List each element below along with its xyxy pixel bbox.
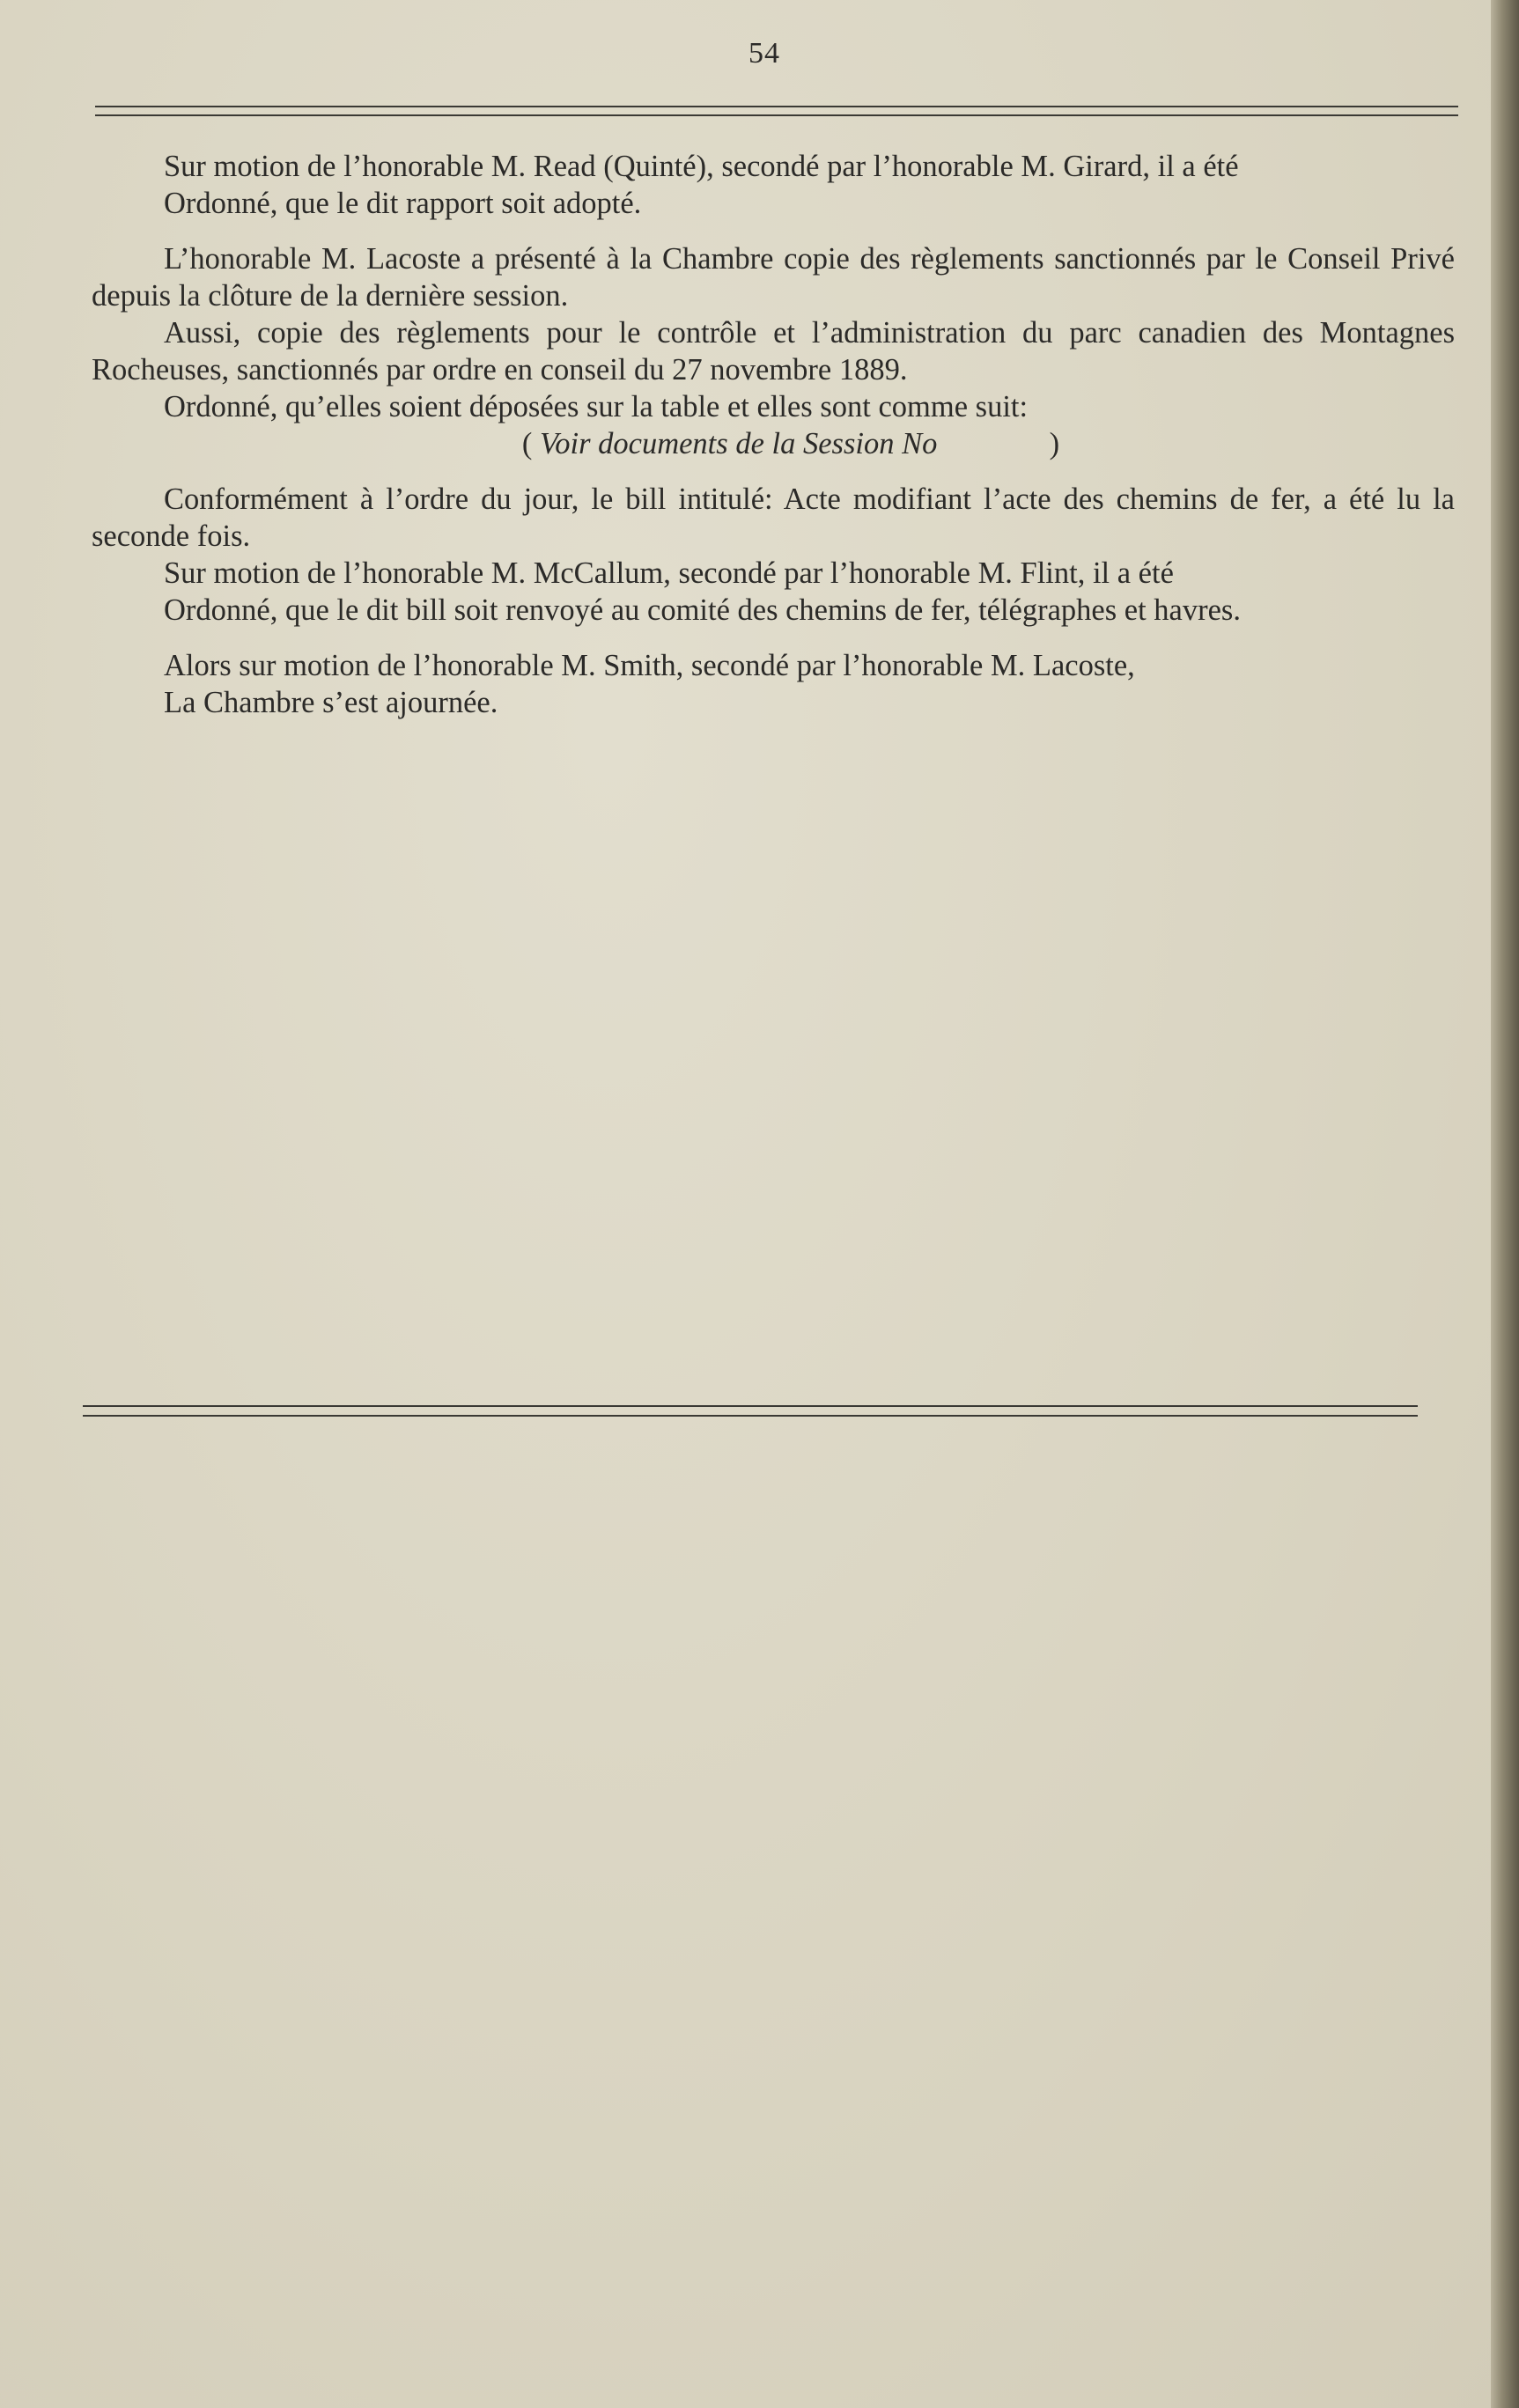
paragraph-order-deposit: Ordonné, qu’elles soient déposées sur la table et elles sont comme suit:: [164, 390, 1029, 423]
paragraph-gap: [92, 629, 1455, 647]
close-parenthesis: ): [1049, 427, 1060, 460]
paragraph-regulations-copy: Aussi, copie des règlements pour le contrôle et l’administration du parc canadien des Montagnes Rocheuses, sanctionnés par ordre en conseil du 27 novembre 1889.: [92, 316, 1455, 387]
page-number: 54: [748, 37, 780, 70]
header-rule-bottom: [95, 114, 1458, 116]
session-documents-text: Voir documents de la Session No: [540, 427, 938, 460]
paragraph-gap: [92, 462, 1455, 481]
session-documents-reference: [92, 425, 1455, 462]
paragraph-motion-smith: Alors sur motion de l’honorable M. Smith, secondé par l’honorable M. Lacoste,: [164, 649, 1135, 682]
paragraph-motion-mccallum: Sur motion de l’honorable M. McCallum, secondé par l’honorable M. Flint, il a été: [164, 556, 1174, 590]
paragraph-adjourned: La Chambre s’est ajournée.: [164, 686, 498, 719]
paragraph-order-adopt: Ordonné, que le dit rapport soit adopté.: [164, 187, 642, 220]
open-parenthesis: (: [521, 427, 533, 460]
document-body: [92, 148, 1455, 721]
paragraph-lacoste-presented: L’honorable M. Lacoste a présenté à la Chambre copie des règlements sanctionnés par le Conseil Privé depuis la clôture de la dernière session.: [92, 242, 1455, 313]
paragraph-gap: [92, 222, 1455, 240]
footer-rule-bottom: [83, 1415, 1418, 1417]
footer-rule-top: [83, 1405, 1418, 1407]
book-spine-edge: [1491, 0, 1519, 2408]
paragraph-bill-second-reading: Conformément à l’ordre du jour, le bill intitulé: Acte modifiant l’acte des chemins de fer, a été lu la seconde fois.: [92, 482, 1455, 553]
header-rule-top: [95, 106, 1458, 107]
paragraph-order-committee: Ordonné, que le dit bill soit renvoyé au comité des chemins de fer, télégraphes et havres.: [164, 593, 1241, 627]
paragraph-motion-read: Sur motion de l’honorable M. Read (Quinté), secondé par l’honorable M. Girard, il a été: [164, 150, 1239, 183]
